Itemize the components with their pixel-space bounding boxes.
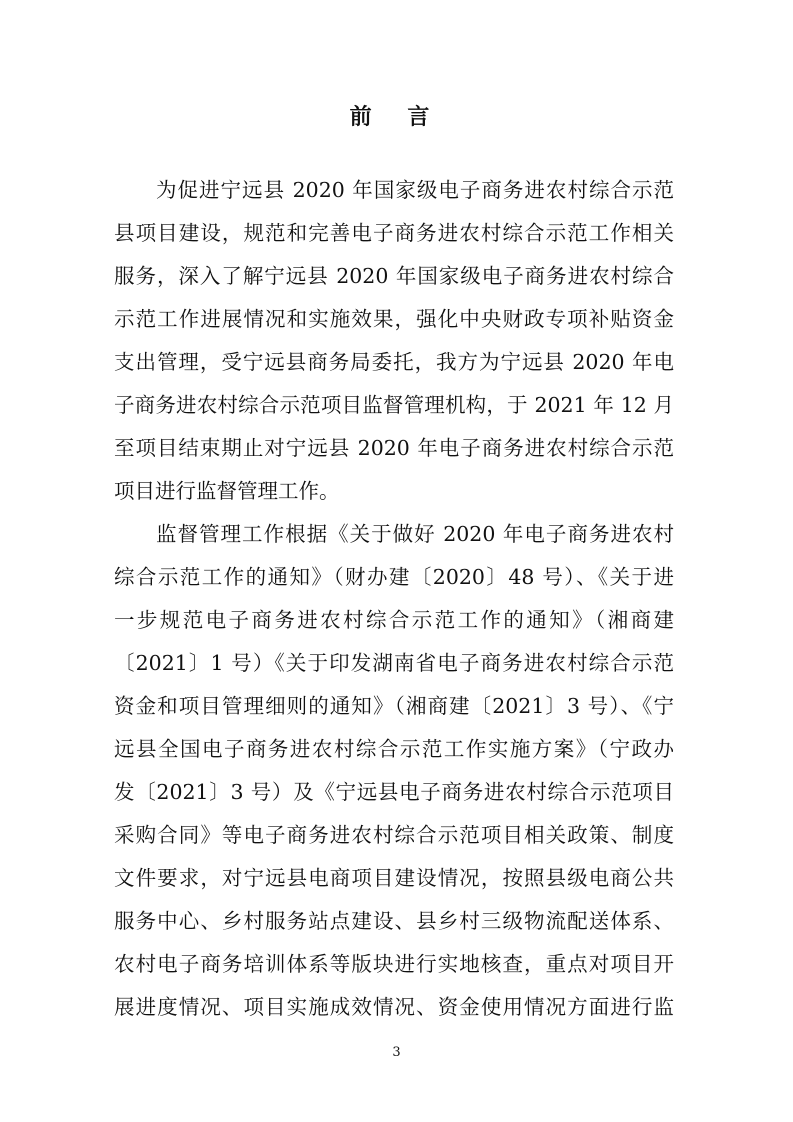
paragraph-1-line-3: 服务，深入了解宁远县 2020 年国家级电子商务进农村综合 — [114, 264, 674, 288]
page-title: 前 言 — [349, 104, 444, 130]
paragraph-1-line-5: 支出管理，受宁远县商务局委托，我方为宁远县 2020 年电 — [114, 350, 674, 374]
paragraph-2-line-9: 文件要求，对宁远县电商项目建设情况，按照县级电商公共 — [114, 866, 674, 890]
paragraph-2-line-3: 一步规范电子商务进农村综合示范工作的通知》（湘商建 — [114, 608, 674, 632]
paragraph-1-line-7: 至项目结束期止对宁远县 2020 年电子商务进农村综合示范 — [114, 436, 674, 460]
page-number: 3 — [392, 1045, 401, 1060]
paragraph-2-line-8: 采购合同》等电子商务进农村综合示范项目相关政策、制度 — [114, 823, 674, 847]
paragraph-2-line-6: 远县全国电子商务进农村综合示范工作实施方案》（宁政办 — [114, 737, 674, 761]
paragraph-2-line-2: 综合示范工作的通知》（财办建〔2020〕48 号）、《关于进 — [114, 565, 674, 589]
paragraph-1-line-2: 县项目建设，规范和完善电子商务进农村综合示范工作相关 — [114, 221, 674, 245]
paragraph-1-line-6: 子商务进农村综合示范项目监督管理机构，于 2021 年 12 月 — [114, 393, 674, 417]
paragraph-2-line-10: 服务中心、乡村服务站点建设、县乡村三级物流配送体系、 — [114, 909, 674, 933]
paragraph-1-line-8: 项目进行监督管理工作。 — [114, 479, 340, 503]
paragraph-2-line-12: 展进度情况、项目实施成效情况、资金使用情况方面进行监 — [114, 995, 674, 1019]
paragraph-1-line-1: 为促进宁远县 2020 年国家级电子商务进农村综合示范 — [156, 178, 674, 202]
paragraph-2-line-5: 资金和项目管理细则的通知》（湘商建〔2021〕3 号）、《宁 — [114, 694, 674, 718]
paragraph-2-line-7: 发〔2021〕3 号）及《宁远县电子商务进农村综合示范项目 — [114, 780, 674, 804]
paragraph-2-line-4: 〔2021〕1 号）《关于印发湖南省电子商务进农村综合示范 — [114, 651, 674, 675]
paragraph-2-line-11: 农村电子商务培训体系等版块进行实地核查，重点对项目开 — [114, 952, 674, 976]
paragraph-2-line-1: 监督管理工作根据《关于做好 2020 年电子商务进农村 — [156, 522, 674, 546]
paragraph-1-line-4: 示范工作进展情况和实施效果，强化中央财政专项补贴资金 — [114, 307, 674, 331]
